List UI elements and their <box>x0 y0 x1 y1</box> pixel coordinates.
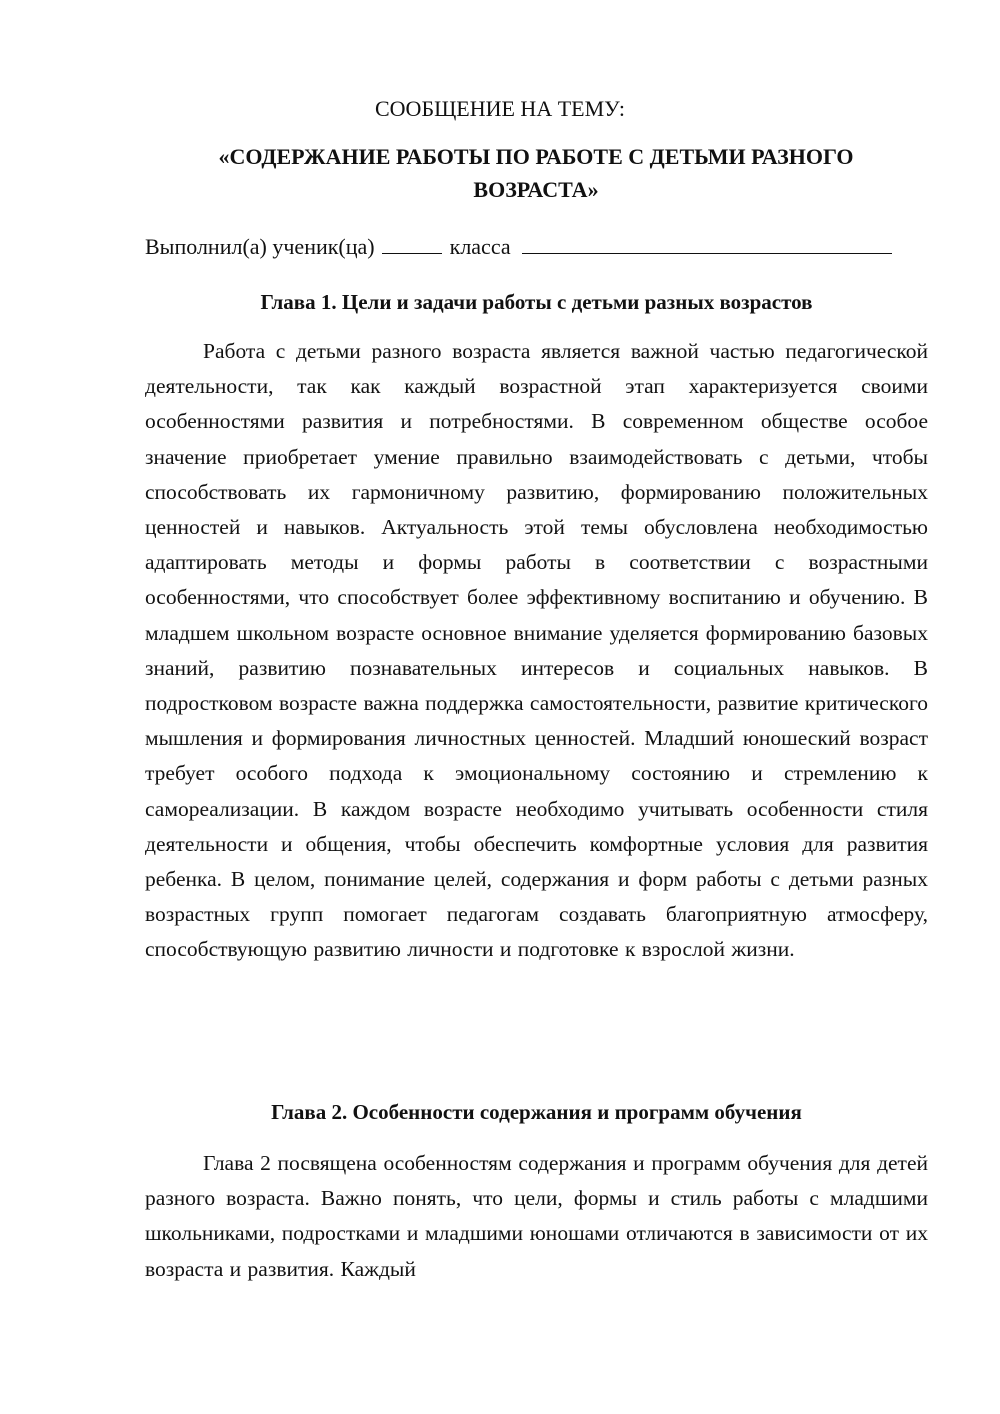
chapter-1-heading: Глава 1. Цели и задачи работы с детьми разных возрастов <box>260 290 813 314</box>
signature-prefix: Выполнил(а) ученик(ца) <box>145 234 375 259</box>
document-subject-line: СООБЩЕНИЕ НА ТЕМУ: <box>375 96 625 121</box>
chapter-1-paragraph: Работа с детьми разного возраста является важной частью педагогической деятельности, так как каждый возрастной этап характеризуется своими особенностями развития и потребностями. В современном обществе особое значение приобретает умение правильно взаимодействовать с детьми, чтобы способствовать их гармоничному развитию, формированию положительных ценностей и навыков. Актуальность этой темы обусловлена необходимостью адаптировать методы и формы работы в соответствии с возрастными особенностями, что способствует более эффективному воспитанию и обучению. В младшем школьном возрасте основное внимание уделяется формированию базовых знаний, развитию познавательных интересов и социальных навыков. В подростковом возрасте важна поддержка самостоятельности, развитие критического мышления и формирования личностных ценностей. Младший юношеский возраст требует особого подхода к эмоциональному состоянию и стремлению к самореализации. В каждом возрасте необходимо учитывать особенности стиля деятельности и общения, чтобы обеспечить комфортные условия для развития ребенка. В целом, понимание целей, содержания и форм работы с детьми разных возрастных групп помогает педагогам создавать благоприятную атмосферу, способствующую развитию личности и подготовке к взрослой жизни. <box>145 339 928 962</box>
chapter-2-paragraph: Глава 2 посвящена особенностям содержания и программ обучения для детей разного возраста. Важно понять, что цели, формы и стиль работы с младшими школьниками, подростками и младшими юношами отличаются в зависимости от их возраста и развития. Каждый <box>145 1151 928 1281</box>
document-topic-line-1: «СОДЕРЖАНИЕ РАБОТЫ ПО РАБОТЕ С ДЕТЬМИ РАЗНОГО <box>218 144 854 169</box>
signature-class-label: класса <box>449 234 511 259</box>
document-topic-line-2: ВОЗРАСТА» <box>473 177 599 202</box>
chapter-2-heading: Глава 2. Особенности содержания и программ обучения <box>271 1100 802 1124</box>
signature-line <box>145 231 935 263</box>
student-name-blank <box>522 233 892 254</box>
class-number-blank <box>382 233 442 254</box>
